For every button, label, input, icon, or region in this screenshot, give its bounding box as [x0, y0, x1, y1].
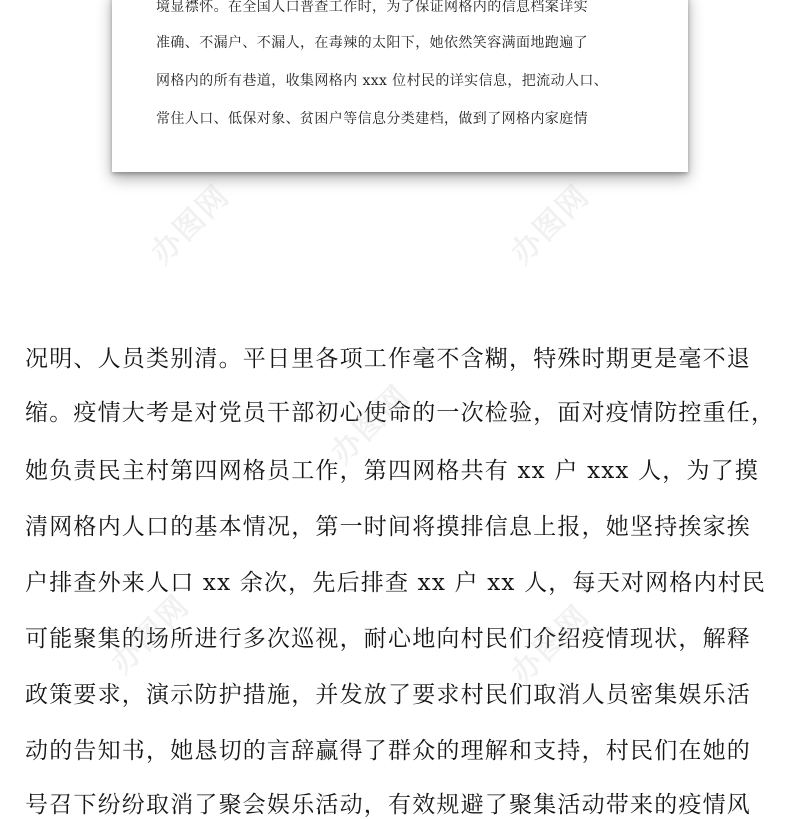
card-line: 准确、不漏户、不漏人，在毒辣的太阳下，她依然笑容满面地跑遍了 — [156, 35, 588, 51]
body-line: 清网格内人口的基本情况，第一时间将摸排信息上报，她坚持挨家挨 — [25, 514, 751, 540]
body-line: 政策要求，演示防护措施，并发放了要求村民们取消人员密集娱乐活 — [25, 682, 751, 708]
body-line: 号召下纷纷取消了聚会娱乐活动，有效规避了聚集活动带来的疫情风 — [25, 792, 751, 818]
watermark: 办图网 — [104, 588, 197, 681]
card-line: 常住人口、低保对象、贫困户等信息分类建档，做到了网格内家庭情 — [156, 111, 588, 127]
body-line: 她负责民主村第四网格员工作，第四网格共有 xx 户 xxx 人，为了摸 — [25, 458, 760, 484]
card-line: 境显襟怀。在全国人口普查工作时，为了保证网格内的信息档案详实 — [156, 0, 588, 15]
watermark: 办图网 — [324, 378, 417, 471]
body-line: 动的告知书，她恳切的言辞赢得了群众的理解和支持，村民们在她的 — [25, 738, 751, 764]
watermark: 办图网 — [504, 598, 597, 691]
body-line: 况明、人员类别清。平日里各项工作毫不含糊，特殊时期更是毫不退 — [25, 346, 751, 372]
card-line: 网格内的所有巷道，收集网格内 xxx 位村民的详实信息，把流动人口、 — [156, 73, 609, 89]
body-line: 户排查外来人口 xx 余次，先后排查 xx 户 xx 人，每天对网格内村民 — [25, 570, 767, 596]
watermark: 办图网 — [144, 178, 237, 271]
watermark: 办图网 — [504, 178, 597, 271]
body-line: 缩。疫情大考是对党员干部初心使命的一次检验，面对疫情防控重任， — [25, 400, 776, 426]
body-line: 可能聚集的场所进行多次巡视，耐心地向村民们介绍疫情现状，解释 — [25, 626, 751, 652]
